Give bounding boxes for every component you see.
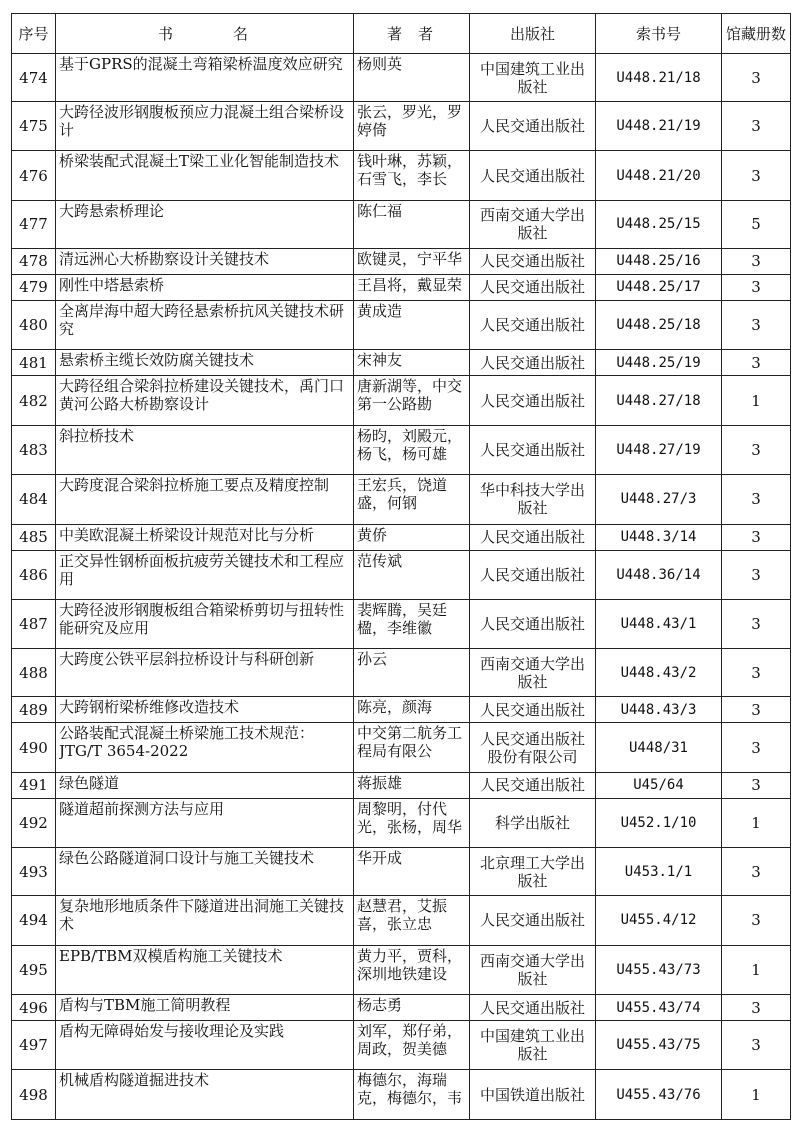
cell-author: 梅德尔，海瑞克，梅德尔，韦 (357, 1071, 463, 1108)
cell-publisher: 西南交通大学出版社 (479, 951, 585, 988)
cell-publisher: 人民交通出版社 (479, 166, 585, 185)
cell-publisher: 人民交通出版社 (479, 528, 585, 547)
cell-publisher: 人民交通出版社 (479, 615, 585, 634)
cell-author: 王昌将，戴显荣 (357, 275, 463, 294)
cell-call-no: U448.25/17 (596, 274, 722, 300)
table-row (12, 697, 791, 723)
cell-call-no: U448.21/18 (596, 54, 722, 102)
cell-copies: 3 (722, 772, 791, 798)
cell-call-no: U448.25/18 (596, 300, 722, 349)
cell-copies: 3 (722, 896, 791, 945)
cell-call-no: U455.4/12 (596, 896, 722, 945)
cell-call-no: U452.1/10 (596, 798, 722, 847)
cell-publisher: 华中科技大学出版社 (479, 481, 585, 518)
cell-call-no: U455.43/73 (596, 945, 722, 994)
cell-author: 陈仁福 (357, 201, 403, 220)
cell-title: 绿色公路隧道洞口设计与施工关键技术 (59, 849, 315, 868)
cell-seq: 491 (12, 772, 56, 798)
cell-title: 绿色隧道 (59, 773, 120, 792)
table-row (12, 151, 791, 200)
header-copies: 馆藏册数 (722, 14, 791, 54)
cell-seq: 489 (12, 697, 56, 723)
table-row (12, 350, 791, 376)
cell-seq: 487 (12, 599, 56, 648)
cell-title: 大跨悬索桥理论 (59, 201, 165, 220)
cell-copies: 3 (722, 1021, 791, 1070)
cell-copies: 3 (722, 274, 791, 300)
cell-copies: 3 (722, 848, 791, 896)
cell-author: 裴辉腾，吴廷楹，李维徽 (357, 600, 448, 637)
cell-call-no: U448.25/15 (596, 200, 722, 248)
cell-copies: 3 (722, 599, 791, 648)
table-row (12, 798, 791, 847)
cell-publisher: 人民交通出版社 (479, 252, 585, 271)
cell-title: 隧道超前探测方法与应用 (59, 799, 225, 818)
cell-author: 孙云 (357, 650, 388, 669)
table-row (12, 1021, 791, 1070)
cell-seq: 474 (12, 54, 56, 102)
cell-call-no: U448.3/14 (596, 524, 722, 550)
table-row (12, 200, 791, 248)
cell-copies: 3 (722, 649, 791, 697)
header-publisher: 出版社 (470, 14, 596, 54)
cell-publisher: 人民交通出版社 (479, 700, 585, 719)
cell-publisher: 人民交通出版社 (479, 776, 585, 795)
cell-call-no: U448.27/18 (596, 376, 722, 425)
cell-author: 钱叶琳，苏颖，石雪飞，李长 (357, 152, 463, 189)
cell-copies: 3 (722, 151, 791, 200)
cell-publisher: 人民交通出版社 (479, 998, 585, 1017)
cell-copies: 1 (722, 376, 791, 425)
cell-call-no: U448.21/20 (596, 151, 722, 200)
cell-title: 清远洲心大桥勘察设计关键技术 (59, 249, 270, 268)
cell-title: 大跨度混合梁斜拉桥施工要点及精度控制 (59, 476, 330, 495)
cell-seq: 494 (12, 896, 56, 945)
cell-title: 盾构无障碍始发与接收理论及实践 (59, 1022, 285, 1041)
cell-publisher: 人民交通出版社股份有限公司 (479, 729, 585, 766)
cell-copies: 3 (722, 475, 791, 524)
cell-title: 桥梁装配式混凝土T梁工业化智能制造技术 (59, 152, 340, 171)
cell-title: 大跨度公铁平层斜拉桥设计与科研创新 (59, 650, 315, 669)
cell-title: 机械盾构隧道掘进技术 (59, 1071, 210, 1090)
table-row (12, 550, 791, 599)
cell-author: 唐新湖等，中交第一公路勘 (357, 377, 463, 414)
cell-copies: 3 (722, 300, 791, 349)
table-row (12, 649, 791, 697)
cell-call-no: U448.25/19 (596, 350, 722, 376)
cell-seq: 479 (12, 274, 56, 300)
cell-call-no: U448.43/3 (596, 697, 722, 723)
cell-seq: 483 (12, 425, 56, 474)
cell-author: 杨志勇 (357, 996, 403, 1015)
cell-call-no: U448.25/16 (596, 248, 722, 274)
cell-copies: 5 (722, 200, 791, 248)
cell-title: 大跨径波形钢腹板组合箱梁桥剪切与扭转性能研究及应用 (59, 600, 345, 637)
cell-author: 欧键灵，宁平华 (357, 249, 463, 268)
cell-title: 全离岸海中超大跨径悬索桥抗风关键技术研究 (59, 301, 345, 338)
table-row (12, 772, 791, 798)
cell-title: 大跨径波形钢腹板预应力混凝土组合梁桥设计 (59, 103, 345, 140)
cell-seq: 482 (12, 376, 56, 425)
cell-title: EPB/TBM双模盾构施工关键技术 (59, 946, 283, 965)
table-row (12, 945, 791, 994)
cell-copies: 3 (722, 54, 791, 102)
cell-seq: 498 (12, 1070, 56, 1120)
cell-seq: 497 (12, 1021, 56, 1070)
cell-call-no: U448.27/3 (596, 475, 722, 524)
cell-publisher: 西南交通大学出版社 (479, 206, 585, 243)
table-row (12, 300, 791, 349)
cell-author: 蒋振雄 (357, 773, 403, 792)
cell-copies: 3 (722, 425, 791, 474)
table-row (12, 848, 791, 896)
book-list-table (11, 13, 791, 1120)
cell-call-no: U455.43/75 (596, 1021, 722, 1070)
cell-title: 中美欧混凝土桥梁设计规范对比与分析 (59, 525, 315, 544)
table-row (12, 896, 791, 945)
cell-publisher: 人民交通出版社 (479, 565, 585, 584)
cell-author: 陈亮，颜海 (357, 698, 433, 717)
table-row (12, 274, 791, 300)
cell-copies: 1 (722, 798, 791, 847)
cell-author: 中交第二航务工程局有限公 (357, 724, 463, 761)
cell-author: 张云，罗光，罗婷倚 (357, 103, 463, 140)
cell-seq: 496 (12, 995, 56, 1021)
cell-copies: 3 (722, 350, 791, 376)
cell-publisher: 人民交通出版社 (479, 440, 585, 459)
cell-publisher: 人民交通出版社 (479, 117, 585, 136)
cell-title: 公路装配式混凝土桥梁施工技术规范：JTG/T 3654-2022 (59, 724, 315, 761)
cell-seq: 485 (12, 524, 56, 550)
cell-seq: 493 (12, 848, 56, 896)
cell-publisher: 西南交通大学出版社 (479, 654, 585, 691)
cell-author: 宋神友 (357, 351, 403, 370)
cell-publisher: 人民交通出版社 (479, 391, 585, 410)
cell-publisher: 北京理工大学出版社 (479, 853, 585, 890)
cell-call-no: U455.43/76 (596, 1070, 722, 1120)
cell-seq: 478 (12, 248, 56, 274)
cell-call-no: U448.43/1 (596, 599, 722, 648)
table-row (12, 723, 791, 772)
cell-call-no: U448.36/14 (596, 550, 722, 599)
cell-publisher: 人民交通出版社 (479, 316, 585, 335)
cell-author: 杨则英 (357, 55, 403, 73)
cell-title: 大跨钢桁梁桥维修改造技术 (59, 698, 240, 717)
cell-publisher: 中国建筑工业出版社 (479, 1027, 585, 1064)
cell-call-no: U448.21/19 (596, 102, 722, 151)
cell-copies: 3 (722, 723, 791, 772)
cell-author: 杨昀，刘殿元，杨飞，杨可雄 (357, 426, 463, 463)
cell-seq: 490 (12, 723, 56, 772)
cell-publisher: 人民交通出版社 (479, 353, 585, 372)
cell-copies: 3 (722, 524, 791, 550)
cell-title: 基于GPRS的混凝土弯箱梁桥温度效应研究 (59, 55, 343, 73)
table-row (12, 102, 791, 151)
cell-author: 王宏兵，饶道盛，何钢 (357, 476, 448, 513)
cell-title: 复杂地形地质条件下隧道进出洞施工关键技术 (59, 897, 345, 934)
cell-call-no: U45/64 (596, 772, 722, 798)
table-row (12, 995, 791, 1021)
header-title: 书名 (56, 14, 354, 54)
table-row (12, 248, 791, 274)
cell-copies: 1 (722, 945, 791, 994)
cell-copies: 3 (722, 102, 791, 151)
table-row (12, 425, 791, 474)
cell-title: 刚性中塔悬索桥 (59, 275, 165, 294)
cell-call-no: U453.1/1 (596, 848, 722, 896)
cell-publisher: 人民交通出版社 (479, 911, 585, 930)
cell-call-no: U448/31 (596, 723, 722, 772)
cell-seq: 486 (12, 550, 56, 599)
cell-publisher: 中国铁道出版社 (479, 1085, 585, 1104)
cell-seq: 488 (12, 649, 56, 697)
cell-copies: 3 (722, 248, 791, 274)
cell-title: 大跨径组合梁斜拉桥建设关键技术，禹门口黄河公路大桥勘察设计 (59, 377, 345, 414)
cell-author: 黄侨 (357, 525, 388, 544)
cell-author: 刘军，郑仔弟，周政，贺美德 (357, 1022, 463, 1059)
cell-title: 悬索桥主缆长效防腐关键技术 (59, 351, 255, 370)
cell-call-no: U448.27/19 (596, 425, 722, 474)
header-seq: 序号 (12, 14, 56, 54)
cell-title: 盾构与TBM施工简明教程 (59, 996, 231, 1015)
header-author: 著者 (354, 14, 470, 54)
cell-seq: 495 (12, 945, 56, 994)
table-row (12, 1070, 791, 1120)
cell-copies: 3 (722, 697, 791, 723)
cell-author: 赵慧君，艾振喜，张立忠 (357, 897, 448, 934)
cell-author: 范传斌 (357, 551, 403, 570)
cell-author: 周黎明，付代光，张杨，周华 (357, 799, 463, 836)
cell-copies: 3 (722, 995, 791, 1021)
cell-author: 华开成 (357, 849, 403, 868)
cell-call-no: U448.43/2 (596, 649, 722, 697)
cell-publisher: 中国建筑工业出版社 (479, 59, 585, 96)
cell-seq: 475 (12, 102, 56, 151)
header-call-no: 索书号 (596, 14, 722, 54)
table-row (12, 376, 791, 425)
cell-seq: 492 (12, 798, 56, 847)
cell-seq: 477 (12, 200, 56, 248)
header-row (12, 14, 791, 54)
cell-title: 正交异性钢桥面板抗疲劳关键技术和工程应用 (59, 551, 345, 588)
cell-author: 黄力平，贾科，深圳地铁建设 (357, 946, 463, 983)
cell-copies: 3 (722, 550, 791, 599)
cell-title: 斜拉桥技术 (59, 426, 135, 445)
cell-publisher: 科学出版社 (494, 813, 570, 832)
cell-call-no: U455.43/74 (596, 995, 722, 1021)
cell-author: 黄成造 (357, 301, 403, 320)
table-row (12, 524, 791, 550)
table-row (12, 54, 791, 102)
table-row (12, 475, 791, 524)
cell-seq: 476 (12, 151, 56, 200)
table-row (12, 599, 791, 648)
cell-seq: 484 (12, 475, 56, 524)
table-body (12, 54, 791, 1120)
cell-seq: 481 (12, 350, 56, 376)
cell-seq: 480 (12, 300, 56, 349)
cell-copies: 1 (722, 1070, 791, 1120)
cell-publisher: 人民交通出版社 (479, 278, 585, 297)
